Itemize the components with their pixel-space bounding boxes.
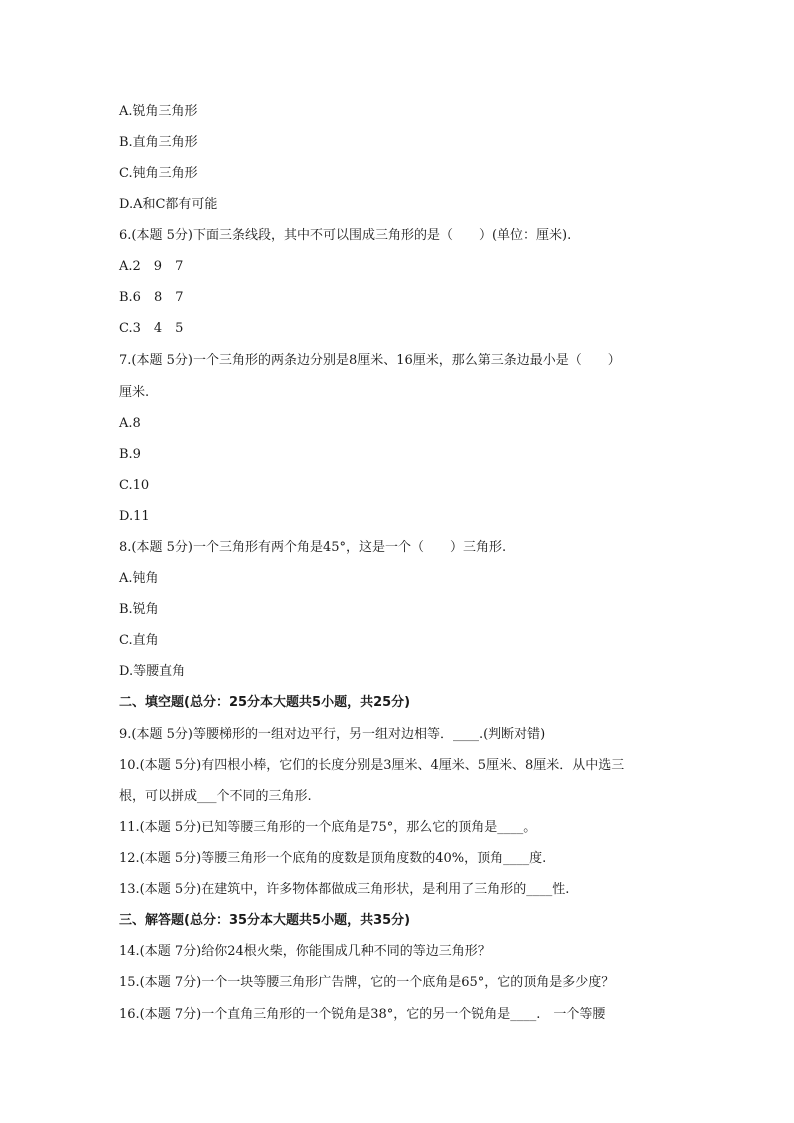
option-line: D.11 xyxy=(119,509,150,524)
option-line: D.A和C都有可能 xyxy=(119,197,218,212)
option-line: C.直角 xyxy=(119,633,159,648)
question-line: 8.(本题 5分)一个三角形有两个角是45°，这是一个（ ）三角形. xyxy=(119,540,507,555)
option-line: D.等腰直角 xyxy=(119,664,186,679)
option-line: A.8 xyxy=(119,416,141,431)
question-line: 9.(本题 5分)等腰梯形的一组对边平行，另一组对边相等．____.(判断对错) xyxy=(119,727,546,742)
option-line: A.钝角 xyxy=(119,571,159,586)
option-line: C.10 xyxy=(119,478,150,493)
option-line: C.3 4 5 xyxy=(119,321,184,336)
option-line: A.锐角三角形 xyxy=(119,104,198,119)
option-line: B.直角三角形 xyxy=(119,135,198,150)
question-line: 7.(本题 5分)一个三角形的两条边分别是8厘米、16厘米，那么第三条边最小是（ ） xyxy=(119,353,621,368)
option-line: B.9 xyxy=(119,447,141,462)
question-line: 14.(本题 7分)给你24根火柴，你能围成几种不同的等边三角形？ xyxy=(119,944,491,959)
option-line: B.6 8 7 xyxy=(119,290,184,305)
question-line: 6.(本题 5分)下面三条线段，其中不可以围成三角形的是（ ）(单位：厘米). xyxy=(119,228,572,243)
question-line: 15.(本题 7分)一个一块等腰三角形广告牌，它的一个底角是65°，它的顶角是多少度？ xyxy=(119,975,615,990)
section-heading: 三、解答题(总分：35分本大题共5小题，共35分) xyxy=(119,913,411,928)
section-heading: 二、填空题(总分：25分本大题共5小题，共25分) xyxy=(119,695,411,710)
question-line: 13.(本题 5分)在建筑中，许多物体都做成三角形状，是利用了三角形的____性. xyxy=(119,882,570,897)
option-line: B.锐角 xyxy=(119,602,159,617)
question-line: 12.(本题 5分)等腰三角形一个底角的度数是顶角度数的40%，顶角____度. xyxy=(119,851,547,866)
question-line: 10.(本题 5分)有四根小棒，它们的长度分别是3厘米、4厘米、5厘米、8厘米．从中选三 xyxy=(119,758,625,773)
question-line: 厘米. xyxy=(119,385,150,400)
option-line: C.钝角三角形 xyxy=(119,166,198,181)
question-line: 11.(本题 5分)已知等腰三角形的一个底角是75°，那么它的顶角是____。 xyxy=(119,820,537,835)
question-line: 16.(本题 7分)一个直角三角形的一个锐角是38°，它的另一个锐角是____. 一个等腰 xyxy=(119,1007,606,1022)
question-line: 根，可以拼成___个不同的三角形. xyxy=(119,789,312,804)
option-line: A.2 9 7 xyxy=(119,259,184,274)
